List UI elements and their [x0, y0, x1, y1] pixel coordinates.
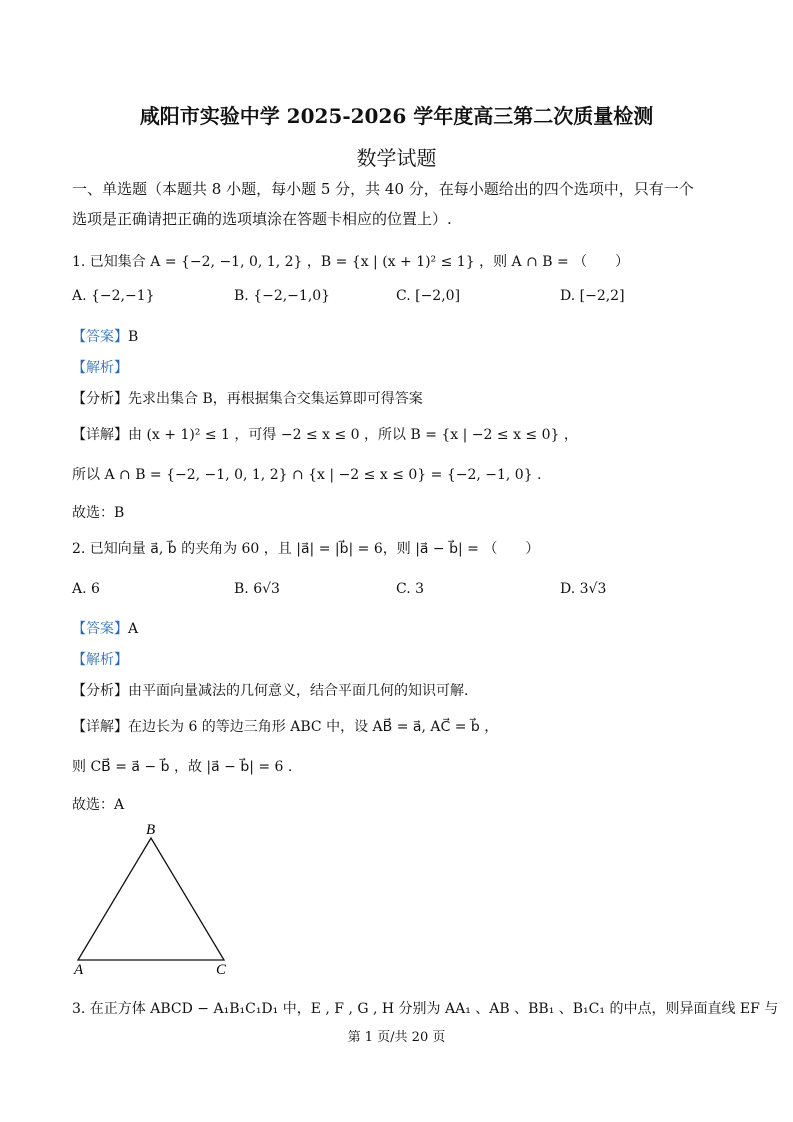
vertex-label-a: A: [74, 962, 84, 978]
q1-xiangjie-row: [72, 424, 578, 444]
q1-choose: 故选：B: [72, 505, 125, 521]
q2-stem: 2. 已知向量 a⃗, b⃗ 的夹角为 60 ，且 |a⃗| = |b⃗| = 6，则 |a⃗ − b⃗| = （ ）: [72, 541, 540, 557]
q2-fenxi-row: [72, 680, 468, 700]
page-title: 咸阳市实验中学 2025-2026 学年度高三第二次质量检测: [139, 104, 654, 128]
q3-stem: 3. 在正方体 ABCD − A₁B₁C₁D₁ 中，E , F , G , H 分别为 AA₁ 、AB 、BB₁ 、B₁C₁ 的中点，则异面直线 EF 与: [72, 1001, 779, 1017]
q2-fenxi-tag: 【分析】: [72, 683, 128, 699]
q2-analysis-tag: 【解析】: [72, 652, 128, 668]
q2-answer: A: [128, 621, 139, 637]
q2-option-d: D. 3√3: [560, 581, 607, 597]
q2-xiangjie-row: [72, 716, 498, 736]
q1-fenxi-tag: 【分析】: [72, 391, 128, 407]
triangle-figure: [68, 822, 238, 982]
section-heading-line2: 选项是正确请把正确的选项填涂在答题卡相应的位置上）.: [72, 210, 452, 228]
q1-fenxi: 先求出集合 B，再根据集合交集运算即可得答案: [128, 391, 423, 407]
page-subtitle: 数学试题: [356, 146, 437, 170]
q1-analysis-tag: 【解析】: [72, 360, 128, 376]
q1-xiangjie: 由 (x + 1)² ≤ 1 ，可得 −2 ≤ x ≤ 0 ，所以 B = {x | −2 ≤ x ≤ 0} ，: [128, 427, 578, 443]
vertex-label-b: B: [146, 822, 156, 838]
q2-option-a: A. 6: [72, 581, 100, 597]
q1-stem: 1. 已知集合 A = {−2, −1, 0, 1, 2} ，B = {x | (x + 1)² ≤ 1} ，则 A ∩ B = （ ）: [72, 254, 630, 270]
page-footer: 第 1 页/共 20 页: [347, 1030, 446, 1045]
q1-xiangjie-line2: 所以 A ∩ B = {−2, −1, 0, 1, 2} ∩ {x | −2 ≤ x ≤ 0} = {−2, −1, 0} .: [72, 467, 542, 483]
q2-fenxi: 由平面向量减法的几何意义，结合平面几何的知识可解.: [128, 683, 469, 699]
q2-answer-row: [72, 618, 138, 638]
q2-answer-tag: 【答案】: [72, 621, 128, 637]
triangle-abc: [78, 838, 224, 960]
q2-xiangjie-tag: 【详解】: [72, 719, 128, 735]
q1-answer-row: [72, 326, 138, 346]
q1-answer-tag: 【答案】: [72, 329, 128, 345]
section-heading-line1: 一、单选题（本题共 8 小题，每小题 5 分，共 40 分，在每小题给出的四个选项中，只有一个: [72, 180, 694, 198]
vertex-label-c: C: [216, 962, 227, 978]
q2-xiangjie-line2: 则 CB⃗ = a⃗ − b⃗ ，故 |a⃗ − b⃗| = 6 .: [72, 759, 293, 775]
q1-option-b: B. {−2,−1,0}: [234, 288, 331, 304]
q1-option-a: A. {−2,−1}: [72, 288, 155, 304]
q1-xiangjie-tag: 【详解】: [72, 427, 128, 443]
q2-option-c: C. 3: [396, 581, 425, 597]
q1-answer: B: [128, 329, 139, 345]
q2-xiangjie: 在边长为 6 的等边三角形 ABC 中，设 AB⃗ = a⃗, AC⃗ = b⃗ ，: [128, 719, 499, 735]
q1-option-d: D. [−2,2]: [560, 288, 625, 304]
q1-option-c: C. [−2,0]: [396, 288, 461, 304]
q2-option-b: B. 6√3: [234, 581, 280, 597]
q1-fenxi-row: [72, 388, 423, 408]
q2-choose: 故选：A: [72, 797, 125, 813]
